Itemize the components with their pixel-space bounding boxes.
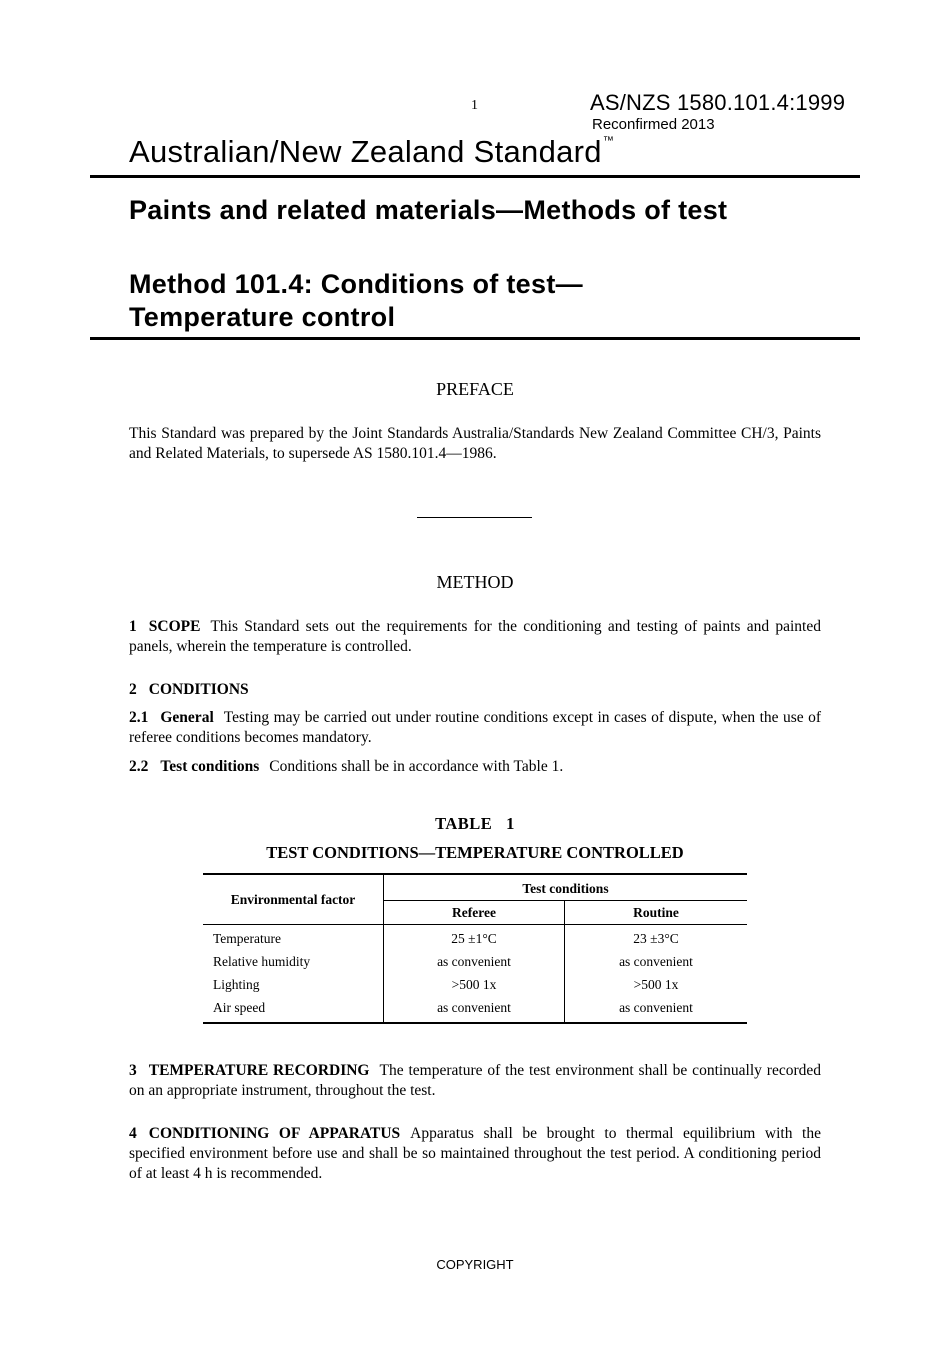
method-title xyxy=(129,268,583,334)
clause-text: The temperature of the test environment shall be continually recorded on an appropriate instrument, throughout the test. xyxy=(129,1062,822,1099)
clause-title: CONDITIONING OF APPARATUS xyxy=(148,1125,401,1142)
test-conditions-table xyxy=(203,873,747,1024)
header-environmental-factor: Environmental factor xyxy=(230,892,356,907)
method-title-line-1: Method 101.4: Conditions of test— xyxy=(129,269,583,299)
method-heading: METHOD xyxy=(436,572,514,592)
clause-test-conditions xyxy=(129,757,821,777)
clause-title: TEMPERATURE RECORDING xyxy=(148,1062,370,1079)
section-divider xyxy=(417,517,532,518)
clause-number: 3 xyxy=(129,1062,137,1079)
preface-text: This Standard was prepared by the Joint Standards Australia/Standards New Zealand Committee CH/3, Paints and Related Materials, to supersede AS 1580.101.4—1986. xyxy=(129,425,821,462)
header-routine: Routine xyxy=(633,905,679,920)
trademark-symbol: ™ xyxy=(602,135,615,147)
cell-referee: as convenient xyxy=(437,954,511,969)
preface-heading: PREFACE xyxy=(436,379,514,399)
header-referee: Referee xyxy=(452,905,496,920)
clause-title: SCOPE xyxy=(148,618,201,635)
clause-title: CONDITIONS xyxy=(148,681,249,698)
clause-conditioning-of-apparatus xyxy=(129,1124,821,1184)
table-number: TABLE 1 xyxy=(435,814,515,833)
clause-number: 2.2 xyxy=(129,758,149,775)
standard-body-label: Australian/New Zealand Standard xyxy=(129,134,602,169)
reconfirmed-note: Reconfirmed 2013 xyxy=(592,116,715,133)
title-bottom-rule xyxy=(90,337,860,340)
cell-factor: Air speed xyxy=(213,1000,266,1015)
table-header-rule xyxy=(203,924,747,925)
cell-routine: as convenient xyxy=(619,954,693,969)
cell-factor: Relative humidity xyxy=(213,954,311,969)
cell-referee: 25 ±1°C xyxy=(451,931,497,946)
clause-temperature-recording xyxy=(129,1061,821,1101)
cell-factor: Temperature xyxy=(213,931,282,946)
clause-title: General xyxy=(160,709,214,726)
clause-text: Conditions shall be in accordance with Table 1. xyxy=(269,758,564,775)
method-title-line-2: Temperature control xyxy=(129,302,396,332)
top-rule xyxy=(90,175,860,178)
clause-text: Apparatus shall be brought to thermal equilibrium with the specified environment before use and shall be so maintained throughout the test period. A conditioning period of at least 4 h is recommended. xyxy=(129,1125,821,1182)
cell-referee: as convenient xyxy=(437,1000,511,1015)
clause-text: This Standard sets out the requirements for the conditioning and testing of paints and painted panels, wherein the temperature is controlled. xyxy=(129,618,821,655)
document-title: Paints and related materials—Methods of test xyxy=(129,195,728,225)
table-row xyxy=(203,977,747,1000)
table-row xyxy=(203,954,747,977)
clause-number: 2 xyxy=(129,681,137,698)
clause-conditions xyxy=(129,680,821,700)
cell-routine: >500 1x xyxy=(633,977,679,992)
standard-body-title xyxy=(129,134,614,170)
table-row xyxy=(203,1000,747,1023)
standard-number: AS/NZS 1580.101.4:1999 xyxy=(590,90,846,115)
cell-referee: >500 1x xyxy=(451,977,497,992)
clause-title: Test conditions xyxy=(160,758,260,775)
table-divider xyxy=(384,900,747,901)
clause-text: Testing may be carried out under routine conditions except in cases of dispute, when the use of referee conditions becomes mandatory. xyxy=(129,709,821,746)
page-number: 1 xyxy=(471,98,478,113)
cell-factor: Lighting xyxy=(213,977,260,992)
copyright-footer: COPYRIGHT xyxy=(436,1257,514,1272)
clause-number: 2.1 xyxy=(129,709,149,726)
clause-scope xyxy=(129,617,821,657)
cell-routine: 23 ±3°C xyxy=(633,931,679,946)
clause-general xyxy=(129,708,821,748)
clause-number: 4 xyxy=(129,1125,137,1142)
table-title: TEST CONDITIONS—TEMPERATURE CONTROLLED xyxy=(266,843,684,862)
cell-routine: as convenient xyxy=(619,1000,693,1015)
clause-number: 1 xyxy=(129,618,137,635)
table-row xyxy=(203,931,747,954)
header-test-conditions: Test conditions xyxy=(522,881,609,896)
